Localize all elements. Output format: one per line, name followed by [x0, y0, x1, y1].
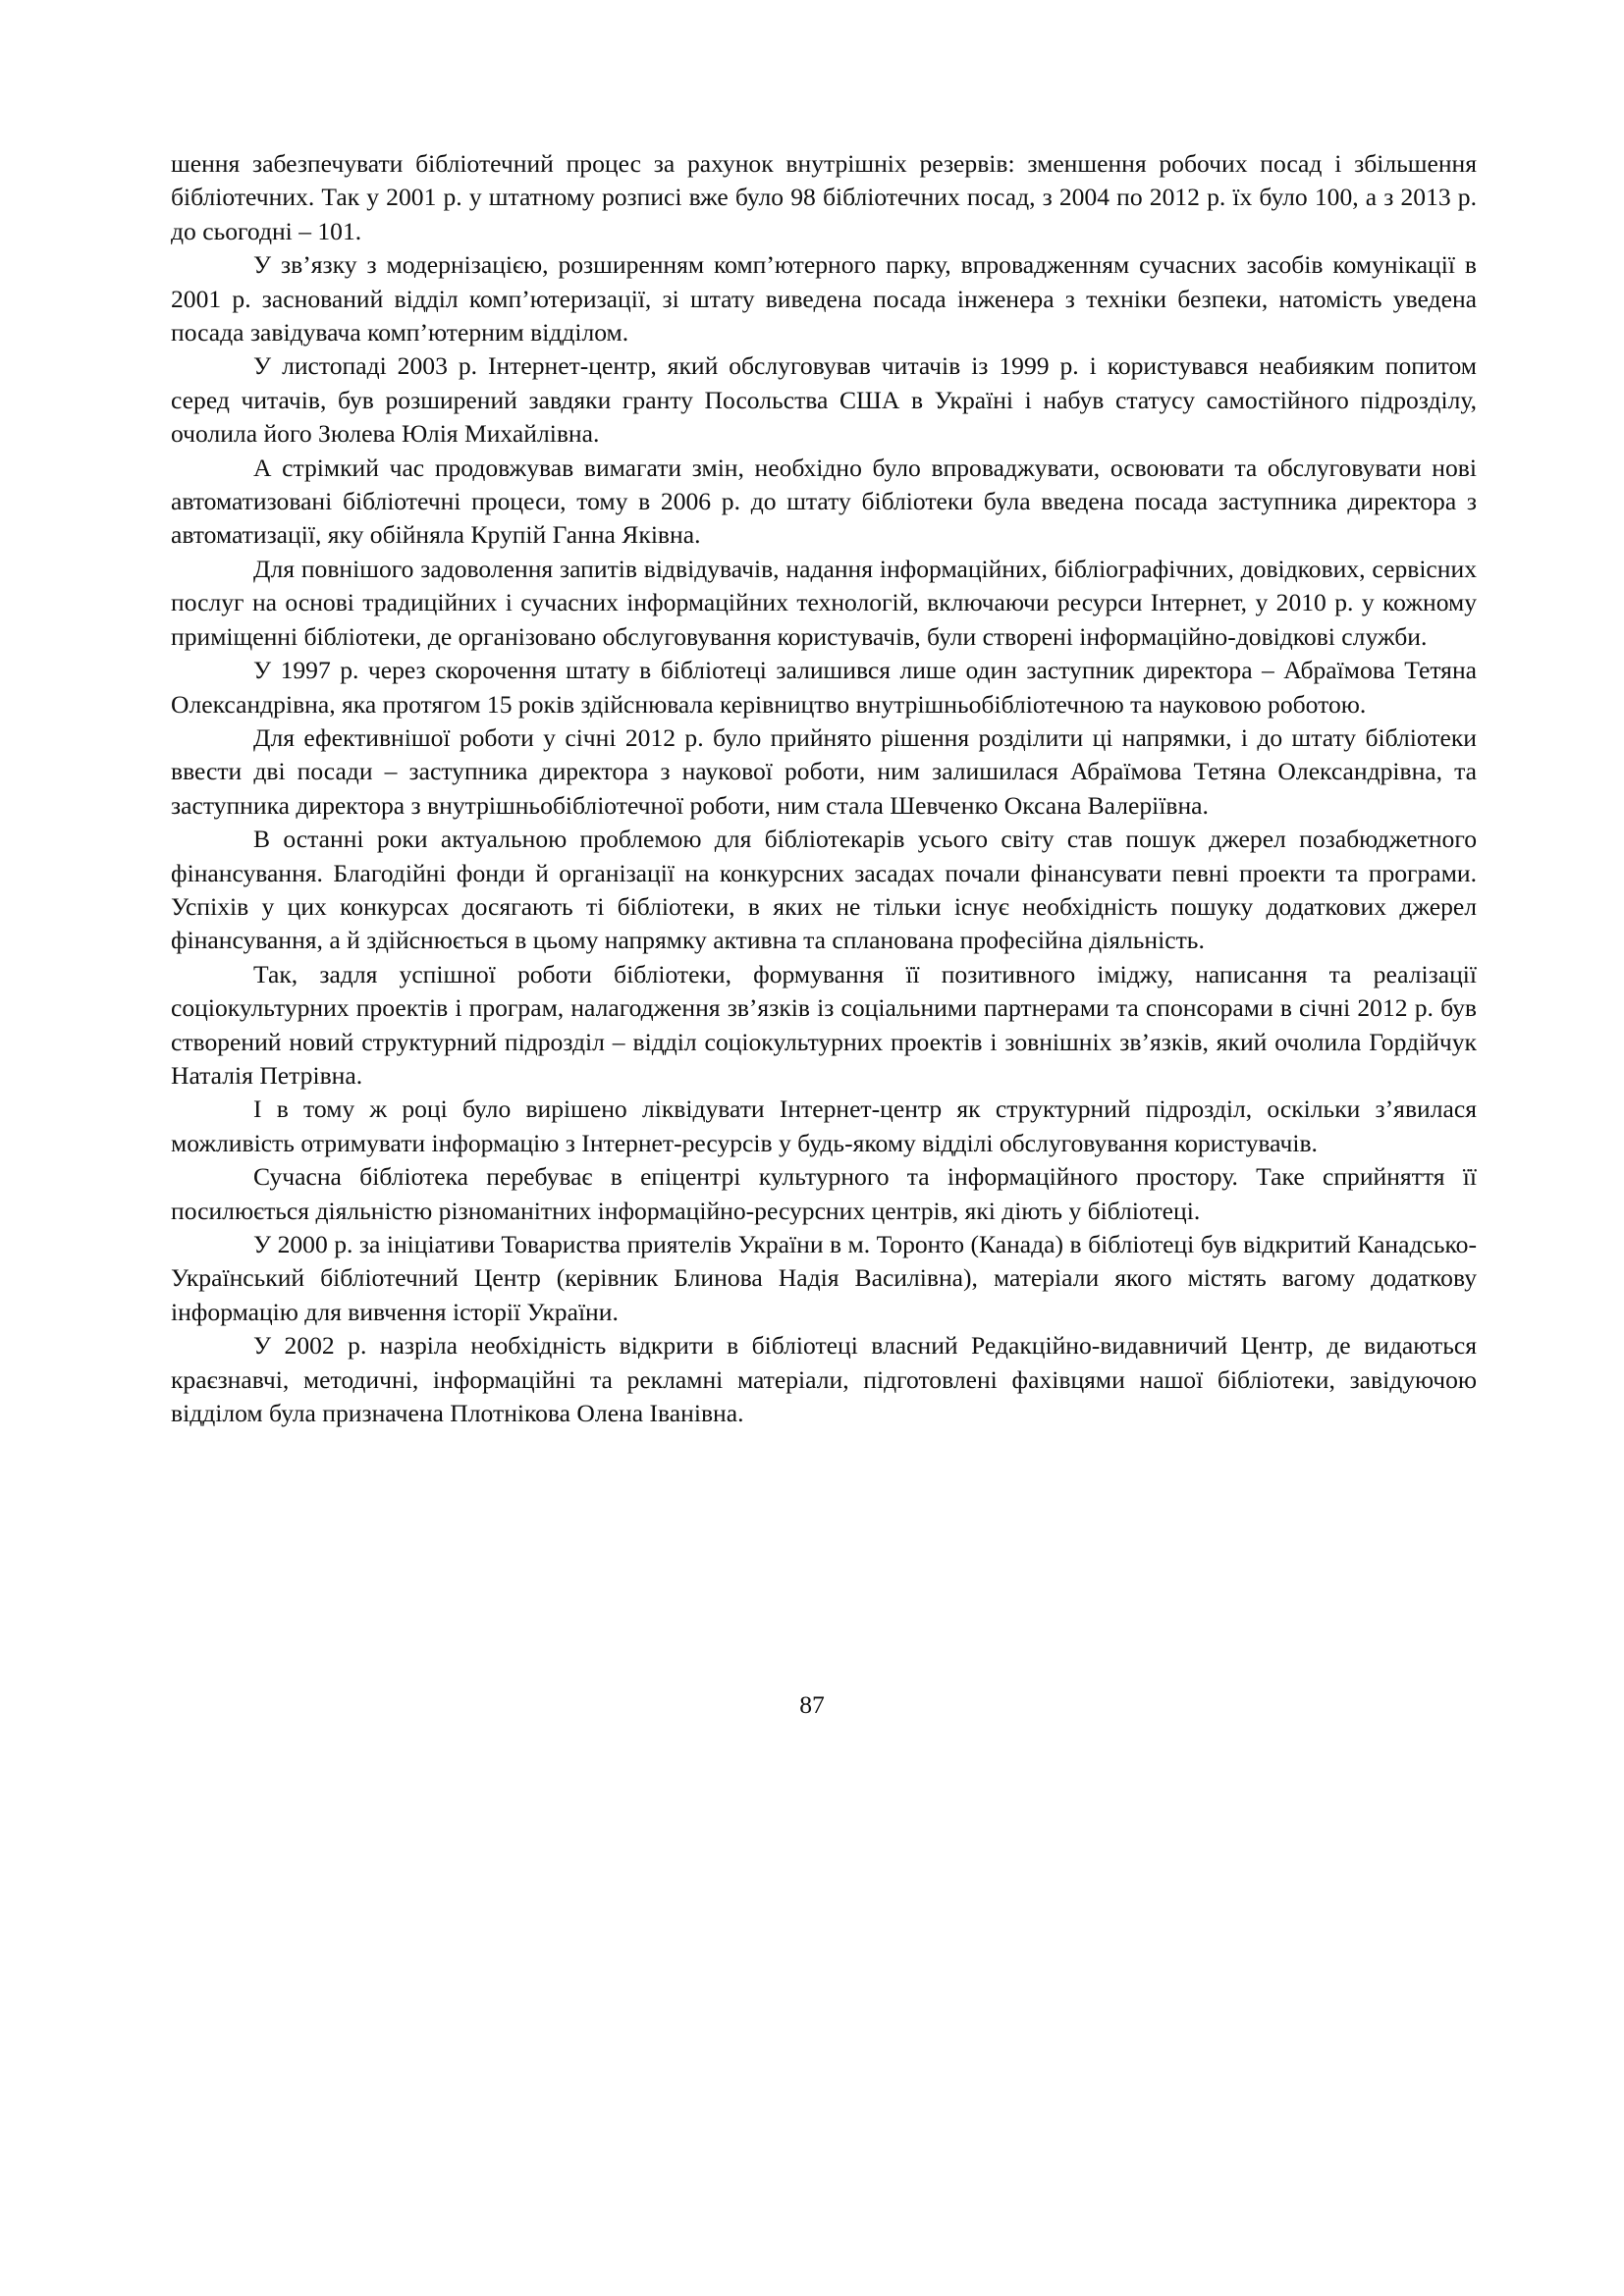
paragraph: У 2000 р. за ініціативи Товариства приятелів України в м. Торонто (Канада) в бібліотеці був відкритий Канадсько-Український бібліотечний Центр (керівник Блинова Надія Василівна), матеріали якого містять вагому додаткову інформацію для вивчення історії України. [171, 1230, 1477, 1326]
paragraph-continuation: шення забезпечувати бібліотечний процес за рахунок внутрішніх резервів: зменшення робочих посад і збільшення бібліотечних. Так у 2001 р. у штатному розписі вже було 98 бібліотечних посад, з 2004 по 2012 р. їх було 100, а з 2013 р. до сьогодні – 101. [171, 149, 1477, 245]
paragraph: У зв’язку з модернізацією, розширенням комп’ютерного парку, впровадженням сучасних засобів комунікації в 2001 р. заснований відділ комп’ютеризації, зі штату виведена посада інженера з техніки безпеки, натомість уведена посада завідувача комп’ютерним відділом. [171, 250, 1477, 347]
page-number: 87 [799, 1690, 825, 1719]
paragraph: Для ефективнішої роботи у січні 2012 р. було прийнято рішення розділити ці напрямки, і до штату бібліотеки ввести дві посади – заступника директора з наукової роботи, ним залишилася Абраїмова Тетяна Олександрівна, та заступника директора з внутрішньобібліотечної роботи, ним стала Шевченко Оксана Валеріївна. [171, 722, 1477, 820]
paragraph: У 2002 р. назріла необхідність відкрити в бібліотеці власний Редакційно-видавничий Центр, де видаються краєзнавчі, методичні, інформаційні та рекламні матеріали, підготовлені фахівцями нашої бібліотеки, завідуючою відділом була призначена Плотнікова Олена Іванівна. [171, 1331, 1477, 1428]
document-body [171, 147, 1477, 1430]
paragraph: У листопаді 2003 р. Інтернет-центр, який обслуговував читачів із 1999 р. і користувався неабияким попитом серед читачів, був розширений завдяки гранту Посольства США в Україні і набув статусу самостійного підрозділу, очолила його Зюлева Юлія Михайлівна. [171, 351, 1477, 449]
paragraph: У 1997 р. через скорочення штату в бібліотеці залишився лише один заступник директора – Абраїмова Тетяна Олександрівна, яка протягом 15 років здійснювала керівництво внутрішньобібліотечною та науковою роботою. [171, 656, 1477, 719]
paragraph: Сучасна бібліотека перебуває в епіцентрі культурного та інформаційного простору. Таке сприйняття її посилюється діяльністю різноманітних інформаційно-ресурсних центрів, які діють у бібліотеці. [171, 1162, 1477, 1225]
paragraph: Для повнішого задоволення запитів відвідувачів, надання інформаційних, бібліографічних, довідкових, сервісних послуг на основі традиційних і сучасних інформаційних технологій, включаючи ресурси Інтернет, у 2010 р. у кожному приміщенні бібліотеки, де організовано обслуговування користувачів, були створені інформаційно-довідкові служби. [171, 554, 1477, 651]
paragraph: Так, задля успішної роботи бібліотеки, формування її позитивного іміджу, написання та реалізації соціокультурних проектів і програм, налагодження зв’язків із соціальними партнерами та спонсорами в січні 2012 р. був створений новий структурний підрозділ – відділ соціокультурних проектів і зовнішніх зв’язків, який очолила Гордійчук Наталія Петрівна. [171, 959, 1477, 1090]
paragraph: А стрімкий час продовжував вимагати змін, необхідно було впроваджувати, освоювати та обслуговувати нові автоматизовані бібліотечні процеси, тому в 2006 р. до штату бібліотеки була введена посада заступника директора з автоматизації, яку обійняла Крупій Ганна Яківна. [171, 453, 1477, 550]
paragraph: І в тому ж році було вирішено ліквідувати Інтернет-центр як структурний підрозділ, оскільки з’явилася можливість отримувати інформацію з Інтернет-ресурсів у будь-якому відділі обслуговування користувачів. [171, 1095, 1477, 1157]
paragraph: В останні роки актуальною проблемою для бібліотекарів усього світу став пошук джерел позабюджетного фінансування. Благодійні фонди й організації на конкурсних засадах почали фінансувати певні проекти та програми. Успіхів у цих конкурсах досягають ті бібліотеки, в яких не тільки існує необхідність пошуку додаткових джерел фінансування, а й здійснюється в цьому напрямку активна та спланована професійна діяльність. [171, 825, 1477, 955]
